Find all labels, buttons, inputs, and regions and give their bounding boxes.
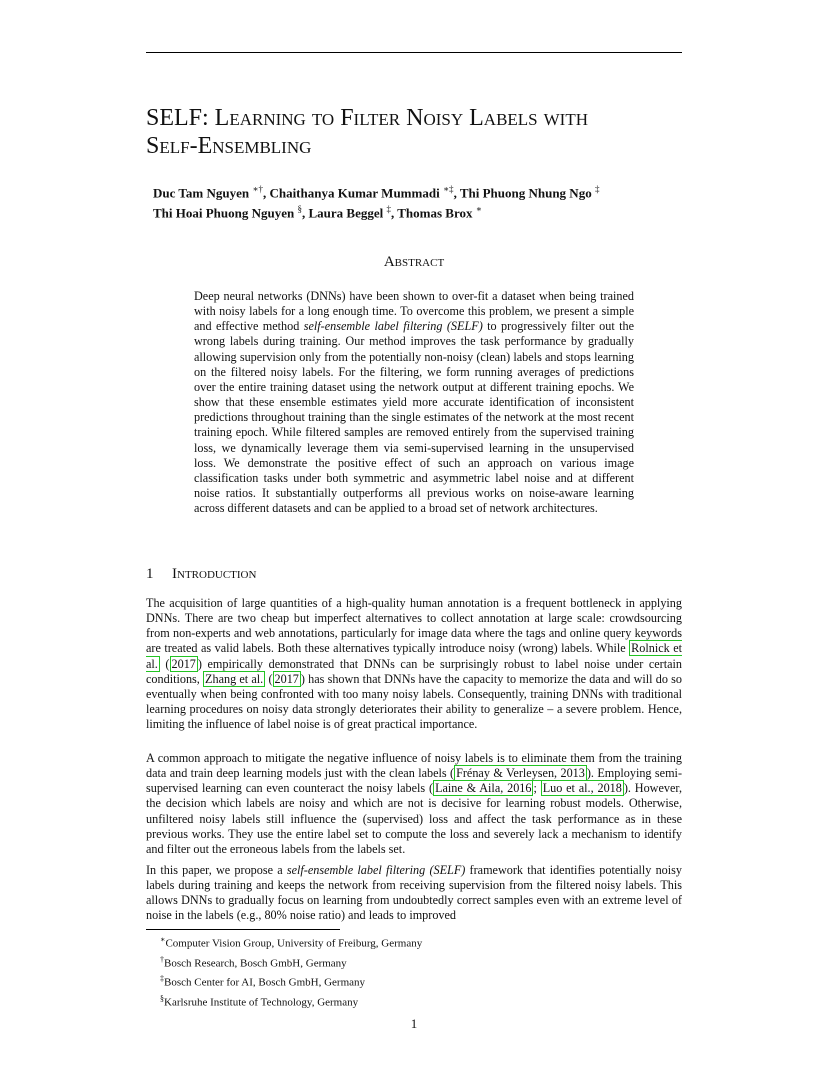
citation-text: Laine & Aila, 2016 <box>435 781 532 796</box>
footnote-rule <box>146 929 340 930</box>
citation-text: Luo et al., 2018 <box>542 781 622 796</box>
citation-link[interactable] <box>170 656 198 672</box>
paper-title <box>146 104 706 160</box>
author-name: Thi Phuong Nhung Ngo <box>459 185 592 201</box>
citation-author: Zhang et al. <box>205 671 264 686</box>
author-mark: § <box>297 204 302 215</box>
page-number: 1 <box>410 1016 418 1031</box>
footnote-text: Bosch Center for AI, Bosch GmbH, Germany <box>164 976 366 989</box>
text-run: ). However, the decision which labels are noisy and which are not is decisive for learning robust models. Otherwise, unfiltered noisy labels still influence the (supervised) loss and affect the task performance as in these previous works. They use the entire label set to compute the loss and severely lack a mechanism to identify and filter out the erroneous labels from the labels set. <box>146 781 683 856</box>
title-line-1: SELF: Learning to Filter Noisy Labels with <box>146 105 588 131</box>
author-list: Duc Tam Nguyen ∗†, Chaithanya Kumar Mummadi ∗‡, Thi Phuong Nhung Ngo ‡ Thi Hoai Phuong Nguyen §, Laura Beggel ‡, Thomas Brox ∗ <box>153 184 600 221</box>
author-name: Thomas Brox <box>397 205 473 221</box>
author-name: Chaithanya Kumar Mummadi <box>269 185 440 201</box>
citation-link[interactable] <box>454 765 587 781</box>
intro-paragraph-2: A common approach to mitigate the negative influence of noisy labels is to eliminate them from the training data and train deep learning models just with the clean labels ( Frénay & Verleysen, 2013 ). Employing semi-supervised learning can even counteract the noisy labels ( Laine & Aila, 2016 ; Luo et al., 2018 ). However, the decision which labels are noisy and which are not is decisive for learning robust models. Otherwise, unfiltered noisy labels still influence the (supervised) loss and affect the task performance as in these previous works. They use the entire label set to compute the loss and severely lack a mechanism to identify and filter out the erroneous labels from the labels set. <box>146 751 683 856</box>
text-run: A common approach to mitigate the negative influence of noisy labels is to eliminate them from the training data and train deep learning models just with the clean labels ( <box>146 751 682 781</box>
footnotes <box>160 932 422 1011</box>
footnote <box>160 952 422 972</box>
intro-paragraph-3 <box>146 863 682 924</box>
abstract-part: to progressively filter out the wrong labels during training. Our method improves the task performance by gradually allowing supervision only from the potentially non-noisy (clean) labels and stops learning on the filtered noisy labels. For the filtering, we form running averages of predictions over the entire training dataset using the network output at different training epochs. We show that these ensemble estimates yield more accurate identification of inconsistent predictions throughout training than the single estimates of the network at the most recent training epoch. While filtered samples are removed entirely from the supervised training loss, we dynamically leverage them via semi-supervised learning in the unsupervised loss. We demonstrate the positive effect of such an approach on various image classification tasks under both symmetric and asymmetric label noise and at different noise ratios. It substantially outperforms all previous works on noise-aware learning across different datasets and can be applied to a broad set of network architectures. <box>194 319 634 516</box>
footnote <box>160 932 422 952</box>
footnote-mark: ∗ <box>160 935 166 944</box>
text-run: framework that identifies potentially noisy labels during training and keeps the network from receiving supervision from the filtered noisy labels. This allows DNNs to gradually focus on learning from undoubtedly correct samples even with an extreme level of noise in the labels (e.g., 80% noise ratio) and leads to improved <box>146 863 682 923</box>
abstract-emphasis: self-ensemble label filtering (SELF) <box>303 319 483 334</box>
author-mark: ∗‡ <box>442 184 454 194</box>
footnote-mark: † <box>160 954 164 964</box>
citation-link[interactable] <box>273 671 301 687</box>
abstract-text <box>194 289 634 516</box>
footnote-mark: § <box>160 993 164 1003</box>
text-run: has shown that DNNs have the capacity to memorize the data and will do so eventually when being confronted with too many noisy labels. Consequently, training DNNs with traditional learning procedures on noisy data strongly deteriorates their ability to generalize – a severe problem. Hence, limiting the influence of label noise is of great practical importance. <box>146 671 682 732</box>
section-title: Introduction <box>172 566 257 582</box>
text-run: ). Employing semi-supervised learning can even counteract the noisy labels ( <box>146 766 682 796</box>
abstract-part: Deep neural networks (DNNs) have been shown to over-fit a dataset when being trained with noisy labels for a long enough time. To overcome this problem, we present a simple and effective method <box>194 289 634 334</box>
abstract-heading: Abstract <box>383 254 445 270</box>
text-run: In this paper, we propose a <box>146 863 287 877</box>
citation-link[interactable] <box>541 780 624 796</box>
top-rule <box>146 52 682 53</box>
citation-text: Frénay & Verleysen, 2013 <box>456 766 585 781</box>
footnote <box>160 971 422 991</box>
footnote-text: Computer Vision Group, University of Freiburg, Germany <box>165 937 423 950</box>
text-run: empirically demonstrated that DNNs can be surprisingly robust to label noise under certain conditions, <box>146 656 683 686</box>
section-number: 1 <box>146 566 154 582</box>
footnote-mark: ‡ <box>160 974 164 984</box>
footnote-text: Bosch Research, Bosch GmbH, Germany <box>164 957 347 970</box>
citation-link[interactable] <box>433 780 533 796</box>
author-mark: ‡ <box>386 204 391 215</box>
footnote <box>160 991 422 1011</box>
footnote-text: Karlsruhe Institute of Technology, Germany <box>164 996 359 1009</box>
author-mark: ∗† <box>252 184 263 194</box>
citation-link[interactable] <box>203 671 265 687</box>
author-name: Duc Tam Nguyen <box>153 185 250 201</box>
emphasis: self-ensemble label filtering (SELF) <box>286 863 466 877</box>
author-mark: ∗ <box>475 204 482 215</box>
arxiv-sidebar <box>0 0 80 1072</box>
author-name: Laura Beggel <box>308 205 384 221</box>
citation-year: 2017 <box>171 656 196 671</box>
intro-paragraph-1: The acquisition of large quantities of a high-quality human annotation is a frequent bottleneck in applying DNNs. There are two cheap but imperfect alternatives to collect annotation at large scale: crowdsourcing from non-experts and web annotations, particularly for image data where the tags and online query keywords are treated as valid labels. Both these alternatives typically introduce noisy (wrong) labels. While Rolnick et al. ( 2017 ) empirically demonstrated that DNNs can be surprisingly robust to label noise under certain conditions, Zhang et al. ( 2017 ) has shown that DNNs have the capacity to memorize the data and will do so eventually when being confronted with too many noisy labels. Consequently, training DNNs with traditional learning procedures on noisy data strongly deteriorates their ability to generalize – a severe problem. Hence, limiting the influence of label noise is of great practical importance. <box>146 596 683 732</box>
title-line-2: Self-Ensembling <box>146 133 312 159</box>
section-heading <box>146 566 256 583</box>
author-name: Thi Hoai Phuong Nguyen <box>153 205 295 221</box>
citation-author: Rolnick et al. <box>146 641 682 671</box>
text-run: The acquisition of large quantities of a high-quality human annotation is a frequent bottleneck in applying DNNs. There are two cheap but imperfect alternatives to collect annotation at large scale: crowdsourcing from non-experts and web annotations, particularly for image data where the tags and online query keywords are treated as valid labels. Both these alternatives typically introduce noisy (wrong) labels. While <box>146 596 682 656</box>
citation-year: 2017 <box>274 671 299 686</box>
author-mark: ‡ <box>594 184 600 194</box>
